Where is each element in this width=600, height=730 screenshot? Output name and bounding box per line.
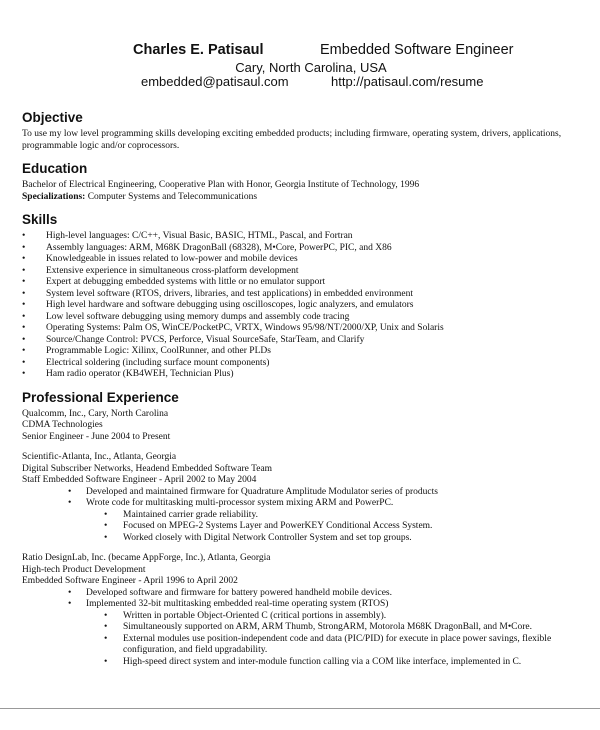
list-item: • Low level software debugging using memory dumps and assembly code tracing [22, 312, 578, 324]
job-company: Scientific-Atlanta, Inc., Atlanta, Georgia [22, 452, 177, 462]
website-link[interactable]: http://patisaul.com/resume [331, 74, 484, 89]
job-division: CDMA Technologies [22, 420, 103, 430]
contact-row [0, 74, 600, 90]
experience-heading: Professional Experience [22, 389, 179, 405]
list-item [68, 498, 578, 544]
job-ratio-designlab [22, 553, 578, 668]
list-item: • Programmable Logic: Xilinx, CoolRunner, and other PLDs [22, 346, 578, 358]
list-item: • External modules use position-independent code and data (PIC/PID) for execute in place power savings, flexible configuration, and field upgradability. [104, 634, 578, 657]
job-role: Senior Engineer - June 2004 to Present [22, 431, 171, 442]
job-scientific-atlanta [22, 452, 578, 544]
job-qualcomm [22, 409, 578, 444]
education-heading: Education [22, 161, 88, 176]
list-item: • Extensive experience in simultaneous cross-platform development [22, 266, 578, 278]
location: Cary, North Carolina, USA [235, 60, 387, 75]
job-duties [68, 588, 578, 669]
experience-section [22, 390, 578, 669]
skills-heading: Skills [22, 212, 58, 227]
page-bottom-divider [0, 708, 600, 709]
list-item: • Knowledgeable in issues related to low-power and mobile devices [22, 254, 578, 266]
list-item: • Maintained carrier grade reliability. [104, 510, 578, 522]
list-item: • High-speed direct system and inter-module function calling via a COM like interface, implemented in C. [104, 657, 578, 669]
list-item: • Written in portable Object-Oriented C (critical portions in assembly). [104, 611, 578, 623]
job-division: Digital Subscriber Networks, Headend Embedded Software Team [22, 463, 273, 474]
email-link[interactable]: embedded@patisaul.com [141, 74, 289, 89]
skills-list [22, 231, 578, 381]
duty-subitems [104, 510, 578, 545]
job-duties [68, 487, 578, 545]
list-item: • Ham radio operator (KB4WEH, Technician Plus) [22, 369, 578, 381]
list-item: • Simultaneously supported on ARM, ARM Thumb, StrongARM, Motorola M68K DragonBall, and M•Core. [104, 622, 578, 634]
job-role: Staff Embedded Software Engineer - April 2002 to May 2004 [22, 475, 257, 485]
list-item: • System level software (RTOS, drivers, libraries, and test applications) in embedded environment [22, 289, 578, 301]
list-item: • High level hardware and software debugging using oscilloscopes, logic analyzers, and emulators [22, 300, 578, 312]
list-item: • Source/Change Control: PVCS, Perforce, Visual SourceSafe, StarTeam, and Clarify [22, 335, 578, 347]
list-item: • Developed software and firmware for battery powered handheld mobile devices. [68, 588, 578, 600]
list-item: • Focused on MPEG-2 Systems Layer and PowerKEY Conditional Access System. [104, 521, 578, 533]
job-division: High-tech Product Development [22, 564, 146, 575]
degree-text: Bachelor of Electrical Engineering, Cooperative Plan with Honor, Georgia Institute of Technology, 1996 [22, 180, 420, 190]
education-section [22, 161, 578, 203]
list-item: • Operating Systems: Palm OS, WinCE/PocketPC, VRTX, Windows 95/98/NT/2000/XP, Unix and Solaris [22, 323, 578, 335]
header-name-row [0, 42, 600, 60]
list-item: • Expert at debugging embedded systems with little or no emulator support [22, 277, 578, 289]
specializations-value: Computer Systems and Telecommunications [85, 191, 258, 202]
job-role: Embedded Software Engineer - April 1996 to April 2002 [22, 576, 238, 586]
job-company: Ratio DesignLab, Inc. (became AppForge, Inc.), Atlanta, Georgia [22, 553, 271, 563]
skills-section [22, 212, 578, 381]
duty-text: Wrote code for multitasking multi-processor system mixing ARM and PowerPC. [86, 498, 394, 508]
objective-text: To use my low level programming skills developing exciting embedded products; including firmware, operating system, drivers, applications, programmable logic and/or coprocessors. [22, 129, 562, 151]
resume-body [22, 110, 578, 677]
job-company: Qualcomm, Inc., Cary, North Carolina [22, 408, 169, 419]
objective-section [22, 110, 578, 152]
list-item: • Assembly languages: ARM, M68K DragonBall (68328), M•Core, PowerPC, PIC, and X86 [22, 243, 578, 255]
specializations [22, 192, 578, 204]
duty-subitems [104, 611, 578, 669]
list-item: • Electrical soldering (including surface mount components) [22, 358, 578, 370]
candidate-name: Charles E. Patisaul [133, 42, 264, 58]
specializations-label: Specializations: [22, 191, 86, 202]
job-title: Embedded Software Engineer [320, 42, 514, 58]
list-item: • Developed and maintained firmware for Quadrature Amplitude Modulator series of products [68, 487, 578, 499]
objective-heading: Objective [22, 110, 83, 125]
list-item: • High-level languages: C/C++, Visual Basic, BASIC, HTML, Pascal, and Fortran [22, 231, 578, 243]
list-item [68, 599, 578, 668]
list-item: • Worked closely with Digital Network Controller System and set top groups. [104, 533, 578, 545]
duty-text: Implemented 32-bit multitasking embedded real-time operating system (RTOS) [86, 599, 389, 609]
